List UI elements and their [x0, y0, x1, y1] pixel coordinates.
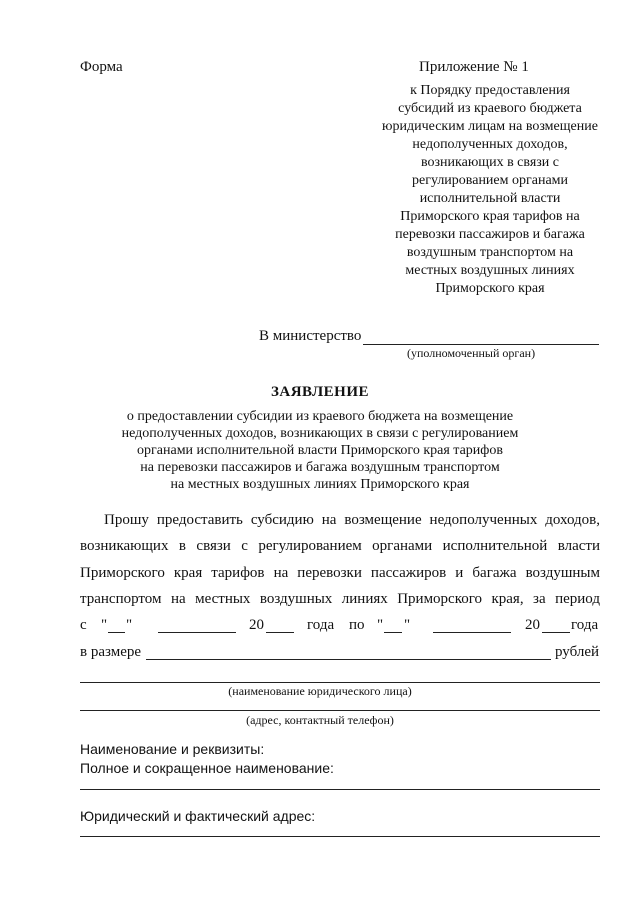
- full-short-name-field[interactable]: [80, 789, 600, 790]
- period-year-prefix-1: 20: [249, 617, 264, 633]
- subtitle-line: на перевозки пассажиров и багажа воздушным транспортом: [140, 460, 500, 475]
- appendix-line: юридическим лицам на возмещение: [382, 119, 598, 134]
- period-month-from-field[interactable]: [158, 632, 236, 633]
- appendix-line: регулированием органами: [411, 173, 569, 188]
- appendix-line: местных воздушных линиях: [405, 263, 575, 278]
- period-year-prefix-2: 20: [525, 617, 540, 633]
- appendix-line: исполнительной власти: [419, 191, 561, 206]
- period-year-to-field[interactable]: [542, 632, 570, 633]
- full-short-name-label: Полное и сокращенное наименование:: [80, 760, 334, 776]
- period-quote-open-1: ": [101, 617, 108, 633]
- subtitle-line: о предоставлении субсидии из краевого бюджета на возмещение: [126, 409, 514, 424]
- period-month-to-field[interactable]: [433, 632, 511, 633]
- legal-entity-field[interactable]: [80, 682, 600, 683]
- amount-unit: рублей: [555, 644, 600, 660]
- address-phone-caption: (адрес, контактный телефон): [246, 713, 394, 727]
- statement-subtitle: [60, 408, 580, 493]
- legal-entity-caption: (наименование юридического лица): [228, 684, 412, 698]
- appendix-line: к Порядку предоставления: [410, 83, 570, 98]
- period-from-label: с: [80, 617, 87, 633]
- period-day-from-field[interactable]: [108, 632, 125, 633]
- period-quote-close-1: ": [126, 617, 133, 633]
- form-label: Форма: [80, 59, 123, 75]
- amount-label: в размере: [80, 644, 142, 660]
- period-to-label: по: [349, 617, 365, 633]
- details-heading: Наименование и реквизиты:: [80, 741, 265, 757]
- period-quote-open-2: ": [377, 617, 384, 633]
- period-year-word-2: года: [571, 617, 599, 633]
- appendix-line: субсидий из краевого бюджета: [398, 101, 582, 116]
- period-quote-close-2: ": [404, 617, 411, 633]
- subtitle-line: на местных воздушных линиях Приморского края: [170, 477, 470, 492]
- address-label: Юридический и фактический адрес:: [80, 808, 316, 824]
- body-line-1: Прошу предоставить субсидию на возмещение недополученных доходов,: [104, 512, 600, 528]
- appendix-line: Приморского края тарифов на: [400, 209, 580, 224]
- ministry-field[interactable]: [363, 344, 599, 345]
- address-field[interactable]: [80, 836, 600, 837]
- statement-title: ЗАЯВЛЕНИЕ: [270, 384, 370, 400]
- body-line-2: возникающих в связи с регулированием органами исполнительной власти: [80, 538, 600, 554]
- appendix-line: воздушным транспортом на: [406, 245, 574, 260]
- period-year-word-1: года: [307, 617, 335, 633]
- subtitle-line: органами исполнительной власти Приморского края тарифов: [137, 443, 503, 458]
- appendix-line: перевозки пассажиров и багажа: [395, 227, 585, 242]
- appendix-line: Приморского края: [435, 281, 545, 296]
- appendix-reference: [340, 82, 640, 298]
- appendix-line: недополученных доходов,: [412, 137, 568, 152]
- ministry-label: В министерство: [259, 328, 362, 344]
- amount-field[interactable]: [146, 659, 551, 660]
- address-phone-field[interactable]: [80, 710, 600, 711]
- body-line-4: транспортом на местных воздушных линиях Приморского края, за период: [80, 591, 600, 607]
- ministry-caption: (уполномоченный орган): [407, 346, 536, 360]
- period-day-to-field[interactable]: [384, 632, 402, 633]
- period-year-from-field[interactable]: [266, 632, 294, 633]
- appendix-title: Приложение № 1: [419, 59, 529, 75]
- body-line-3: Приморского края тарифов на перевозки пассажиров и багажа воздушным: [80, 565, 600, 581]
- subtitle-line: недополученных доходов, возникающих в связи с регулированием: [121, 426, 519, 441]
- appendix-line: возникающих в связи с: [421, 155, 559, 170]
